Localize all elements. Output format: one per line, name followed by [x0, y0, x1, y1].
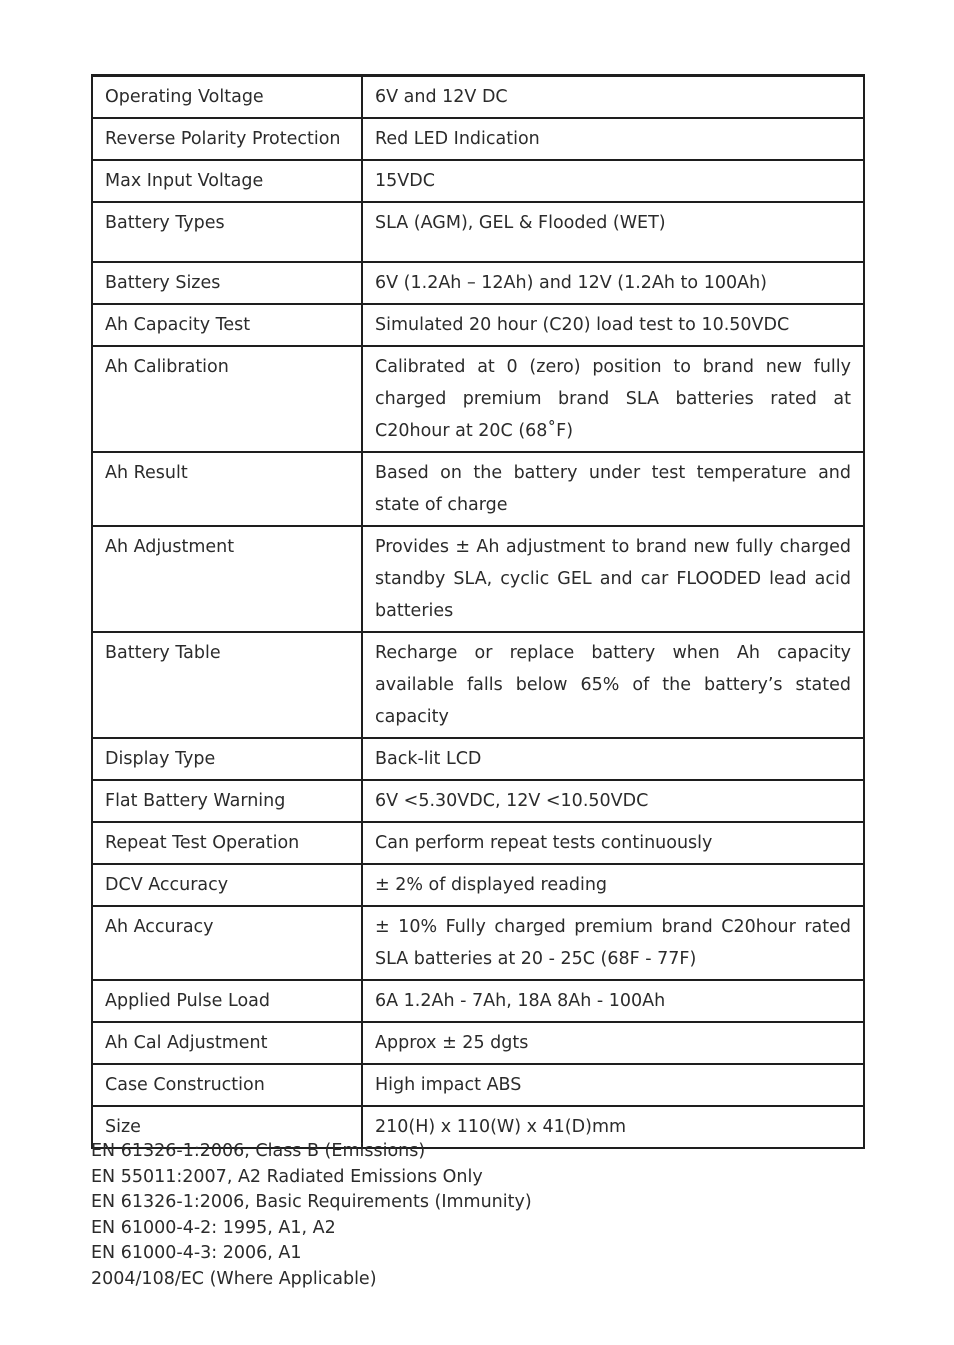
- table-row: [92, 632, 864, 738]
- table-row: [92, 118, 864, 160]
- spec-value: 6V and 12V DC: [362, 76, 864, 119]
- spec-value: SLA (AGM), GEL & Flooded (WET): [362, 202, 864, 262]
- table-row: [92, 452, 864, 526]
- table-row: [92, 1064, 864, 1106]
- spec-value: Calibrated at 0 (zero) position to brand new fully charged premium brand SLA batteries rated at C20hour at 20C (68˚F): [362, 346, 864, 452]
- table-row: [92, 738, 864, 780]
- spec-label: Battery Table: [92, 632, 362, 738]
- spec-label: Ah Cal Adjustment: [92, 1022, 362, 1064]
- spec-value: Recharge or replace battery when Ah capacity available falls below 65% of the battery’s stated capacity: [362, 632, 864, 738]
- spec-label: Battery Sizes: [92, 262, 362, 304]
- table-row: [92, 160, 864, 202]
- spec-label: Case Construction: [92, 1064, 362, 1106]
- spec-value: Provides ± Ah adjustment to brand new fully charged standby SLA, cyclic GEL and car FLOODED lead acid batteries: [362, 526, 864, 632]
- standard-item: EN 55011:2007, A2 Radiated Emissions Only: [91, 1166, 483, 1187]
- table-row: [92, 864, 864, 906]
- spec-label: Display Type: [92, 738, 362, 780]
- standard-item: EN 61326-1:2006, Class B (Emissions): [91, 1141, 426, 1161]
- table-row: [92, 822, 864, 864]
- table-row: [92, 304, 864, 346]
- spec-value: Simulated 20 hour (C20) load test to 10.50VDC: [362, 304, 864, 346]
- spec-value: 210(H) x 110(W) x 41(D)mm: [362, 1106, 864, 1148]
- spec-label: Ah Adjustment: [92, 526, 362, 632]
- table-row: [92, 1022, 864, 1064]
- spec-label: DCV Accuracy: [92, 864, 362, 906]
- spec-label: Flat Battery Warning: [92, 780, 362, 822]
- table-row: [92, 526, 864, 632]
- spec-value: Approx ± 25 dgts: [362, 1022, 864, 1064]
- spec-value: Red LED Indication: [362, 118, 864, 160]
- spec-value: Back-lit LCD: [362, 738, 864, 780]
- spec-value: ± 10% Fully charged premium brand C20hour rated SLA batteries at 20 - 25C (68F - 77F): [362, 906, 864, 980]
- table-row: [92, 906, 864, 980]
- table-row: [92, 346, 864, 452]
- spec-label: Max Input Voltage: [92, 160, 362, 202]
- standard-item: 2004/108/EC (Where Applicable): [91, 1268, 377, 1289]
- table-row: [92, 980, 864, 1022]
- spec-label: Ah Capacity Test: [92, 304, 362, 346]
- table-row: [92, 202, 864, 262]
- spec-value: 6V (1.2Ah – 12Ah) and 12V (1.2Ah to 100Ah): [362, 262, 864, 304]
- table-row: [92, 780, 864, 822]
- standard-item: EN 61000-4-2: 1995, A1, A2: [91, 1217, 336, 1238]
- table-row: [92, 76, 864, 119]
- standard-item: EN 61000-4-3: 2006, A1: [91, 1243, 302, 1264]
- spec-value: ± 2% of displayed reading: [362, 864, 864, 906]
- spec-label: Applied Pulse Load: [92, 980, 362, 1022]
- spec-label: Reverse Polarity Protection: [92, 118, 362, 160]
- spec-label: Battery Types: [92, 202, 362, 262]
- spec-value: 6A 1.2Ah - 7Ah, 18A 8Ah - 100Ah: [362, 980, 864, 1022]
- specifications-table: [91, 74, 865, 1149]
- standard-item: EN 61326-1:2006, Basic Requirements (Immunity): [91, 1192, 532, 1213]
- spec-value: 15VDC: [362, 160, 864, 202]
- spec-label: Ah Result: [92, 452, 362, 526]
- spec-value: Can perform repeat tests continuously: [362, 822, 864, 864]
- compliance-standards-list: [91, 1139, 532, 1293]
- spec-label: Ah Calibration: [92, 346, 362, 452]
- spec-label: Ah Accuracy: [92, 906, 362, 980]
- spec-label: Repeat Test Operation: [92, 822, 362, 864]
- spec-label: Size: [92, 1106, 362, 1148]
- spec-value: 6V <5.30VDC, 12V <10.50VDC: [362, 780, 864, 822]
- spec-value: Based on the battery under test temperature and state of charge: [362, 452, 864, 526]
- spec-label: Operating Voltage: [92, 76, 362, 119]
- spec-value: High impact ABS: [362, 1064, 864, 1106]
- table-row: [92, 262, 864, 304]
